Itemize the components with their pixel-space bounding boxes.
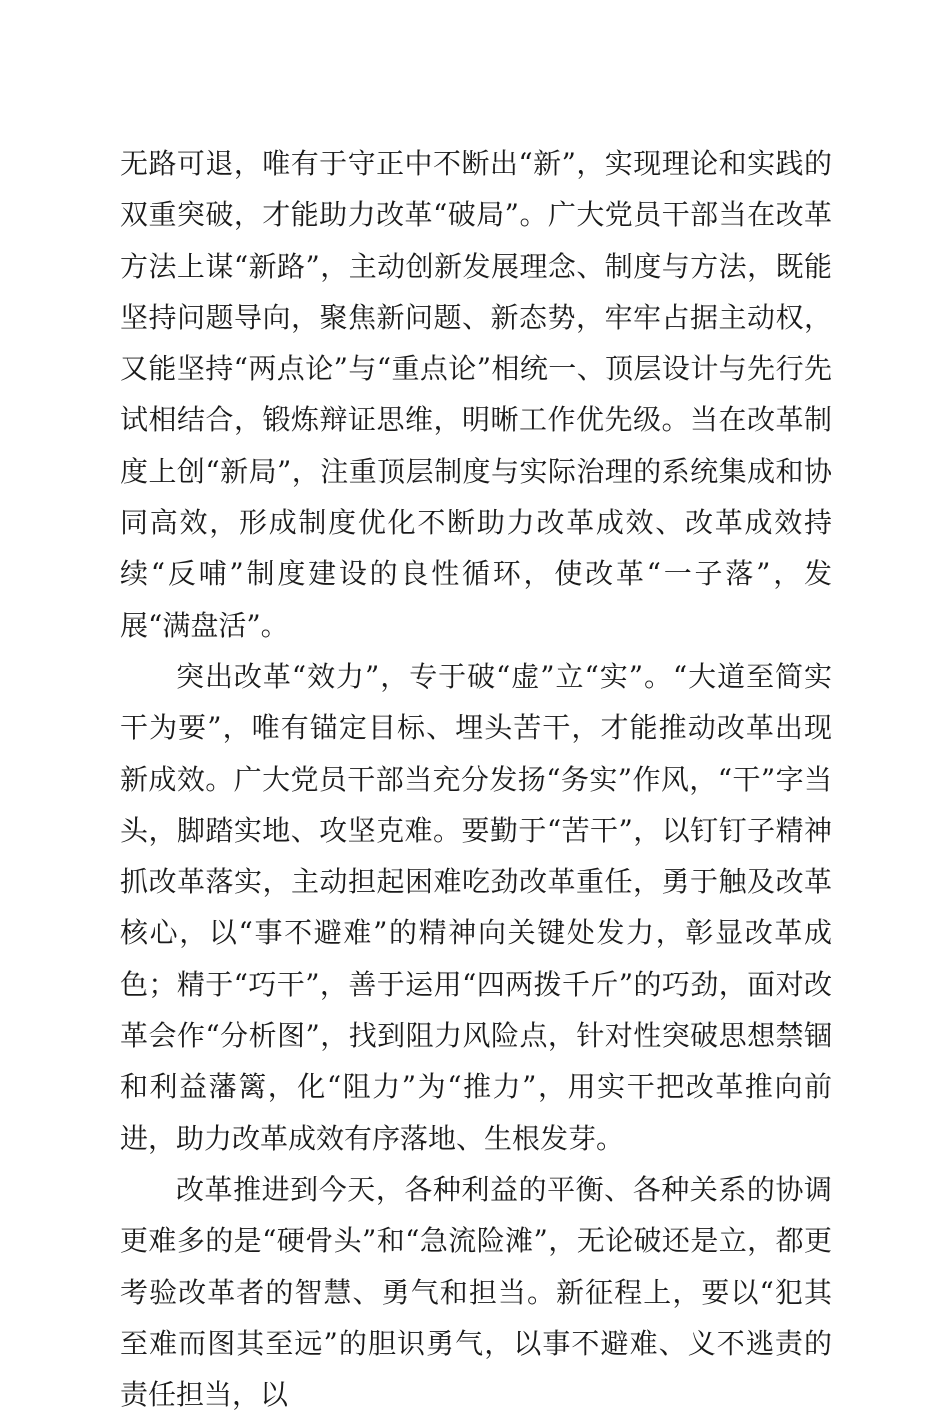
- body-text: [120, 138, 832, 1420]
- paragraph-continuation: 无路可退，唯有于守正中不断出“新”，实现理论和实践的双重突破，才能助力改革“破局”。广大党员干部当在改革方法上谋“新路”，主动创新发展理念、制度与方法，既能坚持问题导向，聚焦新问题、新态势，牢牢占据主动权，又能坚持“两点论”与“重点论”相统一、顶层设计与先行先试相结合，锻炼辩证思维，明晰工作优先级。当在改革制度上创“新局”，注重顶层制度与实际治理的系统集成和协同高效，形成制度优化不断助力改革成效、改革成效持续“反哺”制度建设的良性循环，使改革“一子落”，发展“满盘活”。: [120, 147, 832, 642]
- paragraph-reform-today: 改革推进到今天，各种利益的平衡、各种关系的协调更难多的是“硬骨头”和“急流险滩”，无论破还是立，都更考验改革者的智慧、勇气和担当。新征程上，要以“犯其至难而图其至远”的胆识勇气，以事不避难、义不逃责的责任担当，以: [120, 1172, 832, 1412]
- paragraph-effectiveness: 突出改革“效力”，专于破“虚”立“实”。“大道至简实干为要”，唯有锚定目标、埋头苦干，才能推动改革出现新成效。广大党员干部当充分发扬“务实”作风，“干”字当头，脚踏实地、攻坚克难。要勤于“苦干”，以钉钉子精神抓改革落实，主动担起困难吃劲改革重任，勇于触及改革核心，以“事不避难”的精神向关键处发力，彰显改革成色；精于“巧干”，善于运用“四两拨千斤”的巧劲，面对改革会作“分析图”，找到阻力风险点，针对性突破思想禁锢和利益藩篱，化“阻力”为“推力”，用实干把改革推向前进，助力改革成效有序落地、生根发芽。: [120, 659, 832, 1155]
